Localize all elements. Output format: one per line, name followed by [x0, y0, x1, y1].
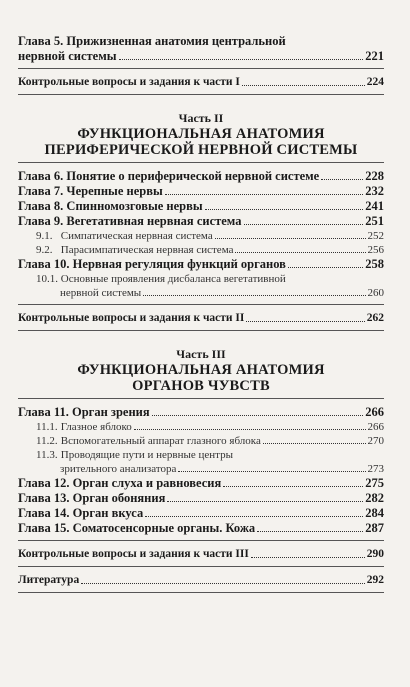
toc-entry-chapter-9 [18, 214, 384, 229]
toc-entry-text: Контрольные вопросы и задания к части II [18, 312, 245, 324]
divider [18, 330, 384, 331]
page-number: 282 [365, 491, 384, 505]
toc-entry-text: Вспомогательный аппарат глазного яблока [60, 435, 261, 447]
toc-entry-chapter-5 [18, 34, 384, 64]
toc-entry-text: Глава 8. Спинномозговые нервы [18, 199, 203, 213]
leader-dots [242, 85, 365, 86]
toc-entry-text: Глава 5. Прижизненная анатомия центральной [18, 34, 286, 48]
page-number: 256 [367, 244, 384, 256]
toc-entry-text: Проводящие пути и нервные центры [60, 449, 233, 461]
section-number: 11.3. [36, 449, 58, 461]
leader-dots [143, 295, 365, 296]
leader-dots [167, 501, 363, 502]
toc-subentry-10-1 [18, 272, 384, 300]
divider [18, 162, 384, 163]
toc-entry-text: Глава 10. Нервная регуляция функций органов [18, 257, 286, 271]
part-title-line: ФУНКЦИОНАЛЬНАЯ АНАТОМИЯ [77, 362, 325, 378]
page-number: 284 [365, 506, 384, 520]
divider [18, 566, 384, 567]
section-number: 11.1. [36, 421, 58, 433]
leader-dots [165, 194, 364, 195]
toc-entry-text: нервной системы [60, 287, 142, 299]
page-number: 275 [365, 476, 384, 490]
page-number: 266 [365, 405, 384, 419]
toc-entry-control-part-2 [18, 311, 384, 326]
toc-entry-text: Глазное яблоко [60, 421, 132, 433]
toc-entry-text: Основные проявления дисбаланса вегетативной [60, 273, 286, 285]
toc-entry-text: Контрольные вопросы и задания к части III [18, 548, 249, 560]
toc-entry-text: Симпатическая нервная система [60, 230, 213, 242]
toc-subentry-11-2 [18, 434, 384, 448]
part-label: Часть II [178, 111, 224, 125]
leader-dots [205, 209, 364, 210]
toc-entry-text: Глава 6. Понятие о периферической нервной системе [18, 169, 320, 183]
toc-entry-text: зрительного анализатора [60, 463, 177, 475]
leader-dots [215, 238, 366, 239]
page-number: 258 [365, 257, 384, 271]
divider [18, 304, 384, 305]
leader-dots [257, 531, 363, 532]
leader-dots [119, 59, 364, 60]
toc-entry-chapter-8 [18, 199, 384, 214]
page-number: 260 [367, 287, 384, 299]
toc-entry-control-part-1 [18, 75, 384, 90]
page-number: 251 [365, 214, 384, 228]
divider [18, 68, 384, 69]
leader-dots [134, 429, 366, 430]
page-number: 270 [367, 435, 384, 447]
toc-entry-text: Глава 14. Орган вкуса [18, 506, 144, 520]
leader-dots [288, 267, 363, 268]
toc-entry-control-part-3 [18, 547, 384, 562]
toc-entry-text: Литература [18, 574, 80, 586]
toc-entry-chapter-15 [18, 521, 384, 536]
toc-entry-text: Глава 7. Черепные нервы [18, 184, 163, 198]
toc-entry-chapter-11 [18, 405, 384, 420]
toc-subentry-11-3 [18, 448, 384, 476]
leader-dots [223, 486, 363, 487]
toc-entry-text: Парасимпатическая нервная система [60, 244, 234, 256]
part-title-line: ФУНКЦИОНАЛЬНАЯ АНАТОМИЯ [77, 126, 325, 142]
divider [18, 398, 384, 399]
part-title-line: ОРГАНОВ ЧУВСТВ [132, 378, 270, 394]
leader-dots [235, 252, 365, 253]
leader-dots [244, 224, 364, 225]
toc-subentry-9-2 [18, 243, 384, 257]
page-number: 224 [366, 76, 384, 88]
page-number: 262 [366, 312, 384, 324]
leader-dots [152, 415, 364, 416]
toc-entry-chapter-6 [18, 169, 384, 184]
page-number: 292 [366, 574, 384, 586]
section-number: 9.2. [36, 244, 53, 256]
toc-entry-text: Глава 13. Орган обоняния [18, 491, 166, 505]
section-number: 11.2. [36, 435, 58, 447]
page-number: 290 [366, 548, 384, 560]
toc-entry-text: Глава 9. Вегетативная нервная система [18, 214, 242, 228]
page-number: 221 [365, 49, 384, 63]
toc-subentry-11-1 [18, 420, 384, 434]
page-number: 228 [365, 169, 384, 183]
toc-entry-text: Глава 12. Орган слуха и равновесия [18, 476, 222, 490]
toc-entry-chapter-10 [18, 257, 384, 272]
part-label: Часть III [176, 347, 226, 361]
divider [18, 540, 384, 541]
leader-dots [178, 471, 365, 472]
leader-dots [246, 321, 364, 322]
leader-dots [321, 179, 363, 180]
toc-entry-chapter-13 [18, 491, 384, 506]
toc-entry-text: Контрольные вопросы и задания к части I [18, 76, 240, 88]
toc-entry-text: Глава 11. Орган зрения [18, 405, 150, 419]
leader-dots [263, 443, 366, 444]
toc-subentry-9-1 [18, 229, 384, 243]
toc-entry-chapter-14 [18, 506, 384, 521]
divider [18, 94, 384, 95]
page-number: 232 [365, 184, 384, 198]
leader-dots [81, 583, 365, 584]
section-number: 10.1. [36, 273, 58, 285]
toc-entry-chapter-7 [18, 184, 384, 199]
toc-entry-literature [18, 573, 384, 588]
page-number: 287 [365, 521, 384, 535]
leader-dots [251, 557, 365, 558]
section-number: 9.1. [36, 230, 53, 242]
toc-entry-text: нервной системы [18, 49, 117, 63]
page-number: 273 [367, 463, 384, 475]
page-number: 241 [365, 199, 384, 213]
part-title-line: ПЕРИФЕРИЧЕСКОЙ НЕРВНОЙ СИСТЕМЫ [44, 142, 358, 158]
page-number: 266 [367, 421, 384, 433]
leader-dots [145, 516, 363, 517]
toc-entry-text: Глава 15. Соматосенсорные органы. Кожа [18, 521, 256, 535]
page-number: 252 [367, 230, 384, 242]
table-of-contents [18, 34, 384, 599]
toc-entry-chapter-12 [18, 476, 384, 491]
divider [18, 592, 384, 593]
